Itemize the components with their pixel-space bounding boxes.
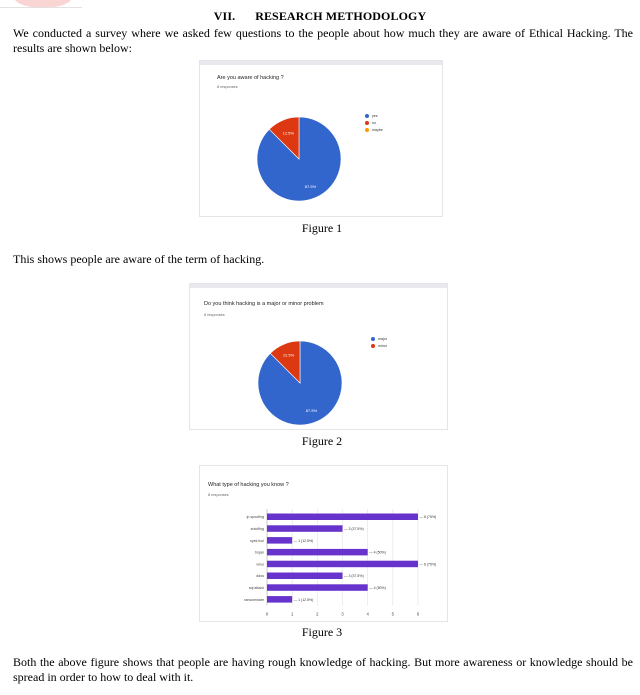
- y-category-label: virus: [256, 562, 264, 567]
- x-tick-label: 3: [341, 611, 344, 617]
- bar-ddos: [267, 573, 343, 580]
- figure-3-chart: [199, 465, 448, 622]
- bar-data-label: — 1 (12.5%): [293, 597, 314, 602]
- x-tick-label: 1: [290, 611, 294, 617]
- figure-3-responses: 8 responses: [208, 493, 229, 497]
- legend-item-maybe: [365, 126, 383, 133]
- legend-label: minor: [378, 343, 387, 348]
- bar-chart-3: [200, 506, 447, 618]
- y-category-label: ddos: [256, 574, 264, 579]
- bar-trojan: [267, 549, 368, 556]
- bar-ransomware: [267, 596, 292, 603]
- legend-item-no: [365, 119, 383, 126]
- y-category-label: syek fucl: [250, 538, 264, 543]
- intro-paragraph: We conducted a survey where we asked few questions to the people about how much they are aware of Ethical Hacking. The results are shown below:: [13, 26, 633, 55]
- legend-item-minor: [371, 342, 387, 349]
- y-category-label: ransomware: [244, 597, 264, 602]
- pie-2-legend: [371, 335, 387, 349]
- figure-3-question: What type of hacking you know ?: [208, 482, 289, 488]
- legend-label: maybe: [372, 127, 383, 132]
- x-tick-label: 4: [366, 611, 369, 617]
- x-tick-label: 0: [265, 611, 269, 617]
- bar-ip-spoofing: [267, 514, 418, 521]
- pie-data-label-yes: 87.5%: [304, 184, 317, 190]
- header-rule: [0, 7, 82, 8]
- figure-1-chart: [199, 60, 443, 217]
- pie-data-label-no: 12.5%: [282, 130, 294, 136]
- y-category-label: sniuffing: [250, 526, 264, 531]
- pie-chart-2: [254, 334, 344, 426]
- pie-data-label-minor: 12.5%: [282, 352, 295, 358]
- bar-data-label: — 3 (37.5%): [344, 526, 364, 531]
- pie-data-label-major: 87.5%: [305, 408, 318, 414]
- conclusion-paragraph: Both the above figure shows that people are having rough knowledge of hacking. But more awareness or knowledge should be spread in order to how to deal with it.: [13, 655, 633, 684]
- x-tick-label: 6: [416, 611, 420, 617]
- bar-sniuffing: [267, 525, 343, 532]
- y-category-label: sql attack: [248, 585, 264, 590]
- pie-chart-1: [255, 106, 345, 206]
- figure-1-question: Are you aware of hacking ?: [217, 75, 284, 81]
- bar-data-label: — 6 (75%): [419, 562, 437, 567]
- bar-virus: [267, 561, 418, 568]
- legend-label: major: [378, 336, 387, 341]
- legend-item-major: [371, 335, 387, 342]
- legend-label: no: [372, 120, 376, 125]
- legend-swatch: [371, 337, 375, 341]
- figure-1-responses: 8 responses: [217, 85, 238, 89]
- x-tick-label: 5: [391, 611, 395, 617]
- bar-data-label: — 4 (50%): [369, 585, 386, 590]
- figure-2-question: Do you think hacking is a major or minor problem: [204, 301, 324, 307]
- legend-swatch: [365, 128, 369, 132]
- figure-2-responses: 8 responses: [204, 313, 225, 317]
- awareness-paragraph: This shows people are aware of the term of hacking.: [13, 252, 265, 266]
- section-number: VII.: [213, 9, 236, 23]
- pie-1-legend: [365, 112, 383, 133]
- bar-data-label: — 4 (50%): [369, 550, 386, 555]
- figure-3-caption: Figure 3: [301, 625, 343, 639]
- y-category-label: trojan: [255, 550, 264, 555]
- bar-data-label: — 6 (75%): [419, 515, 437, 520]
- bar-data-label: — 3 (37.5%): [344, 574, 364, 579]
- y-category-label: ip spoofing: [246, 515, 264, 520]
- figure-2-topbar: [190, 284, 447, 288]
- legend-swatch: [365, 121, 369, 125]
- figure-1-topbar: [200, 61, 442, 65]
- bar-sql-attack: [267, 584, 368, 591]
- legend-swatch: [371, 344, 375, 348]
- x-tick-label: 2: [316, 611, 319, 617]
- legend-swatch: [365, 114, 369, 118]
- bar-data-label: — 1 (12.5%): [293, 538, 314, 543]
- section-title: RESEARCH METHODOLOGY: [255, 9, 427, 23]
- section-heading: [0, 9, 640, 24]
- bar-syek-fucl: [267, 537, 292, 544]
- legend-label: yes: [372, 113, 378, 118]
- legend-item-yes: [365, 112, 383, 119]
- figure-2-caption: Figure 2: [301, 434, 343, 448]
- figure-2-chart: [189, 283, 448, 430]
- figure-1-caption: Figure 1: [301, 221, 343, 235]
